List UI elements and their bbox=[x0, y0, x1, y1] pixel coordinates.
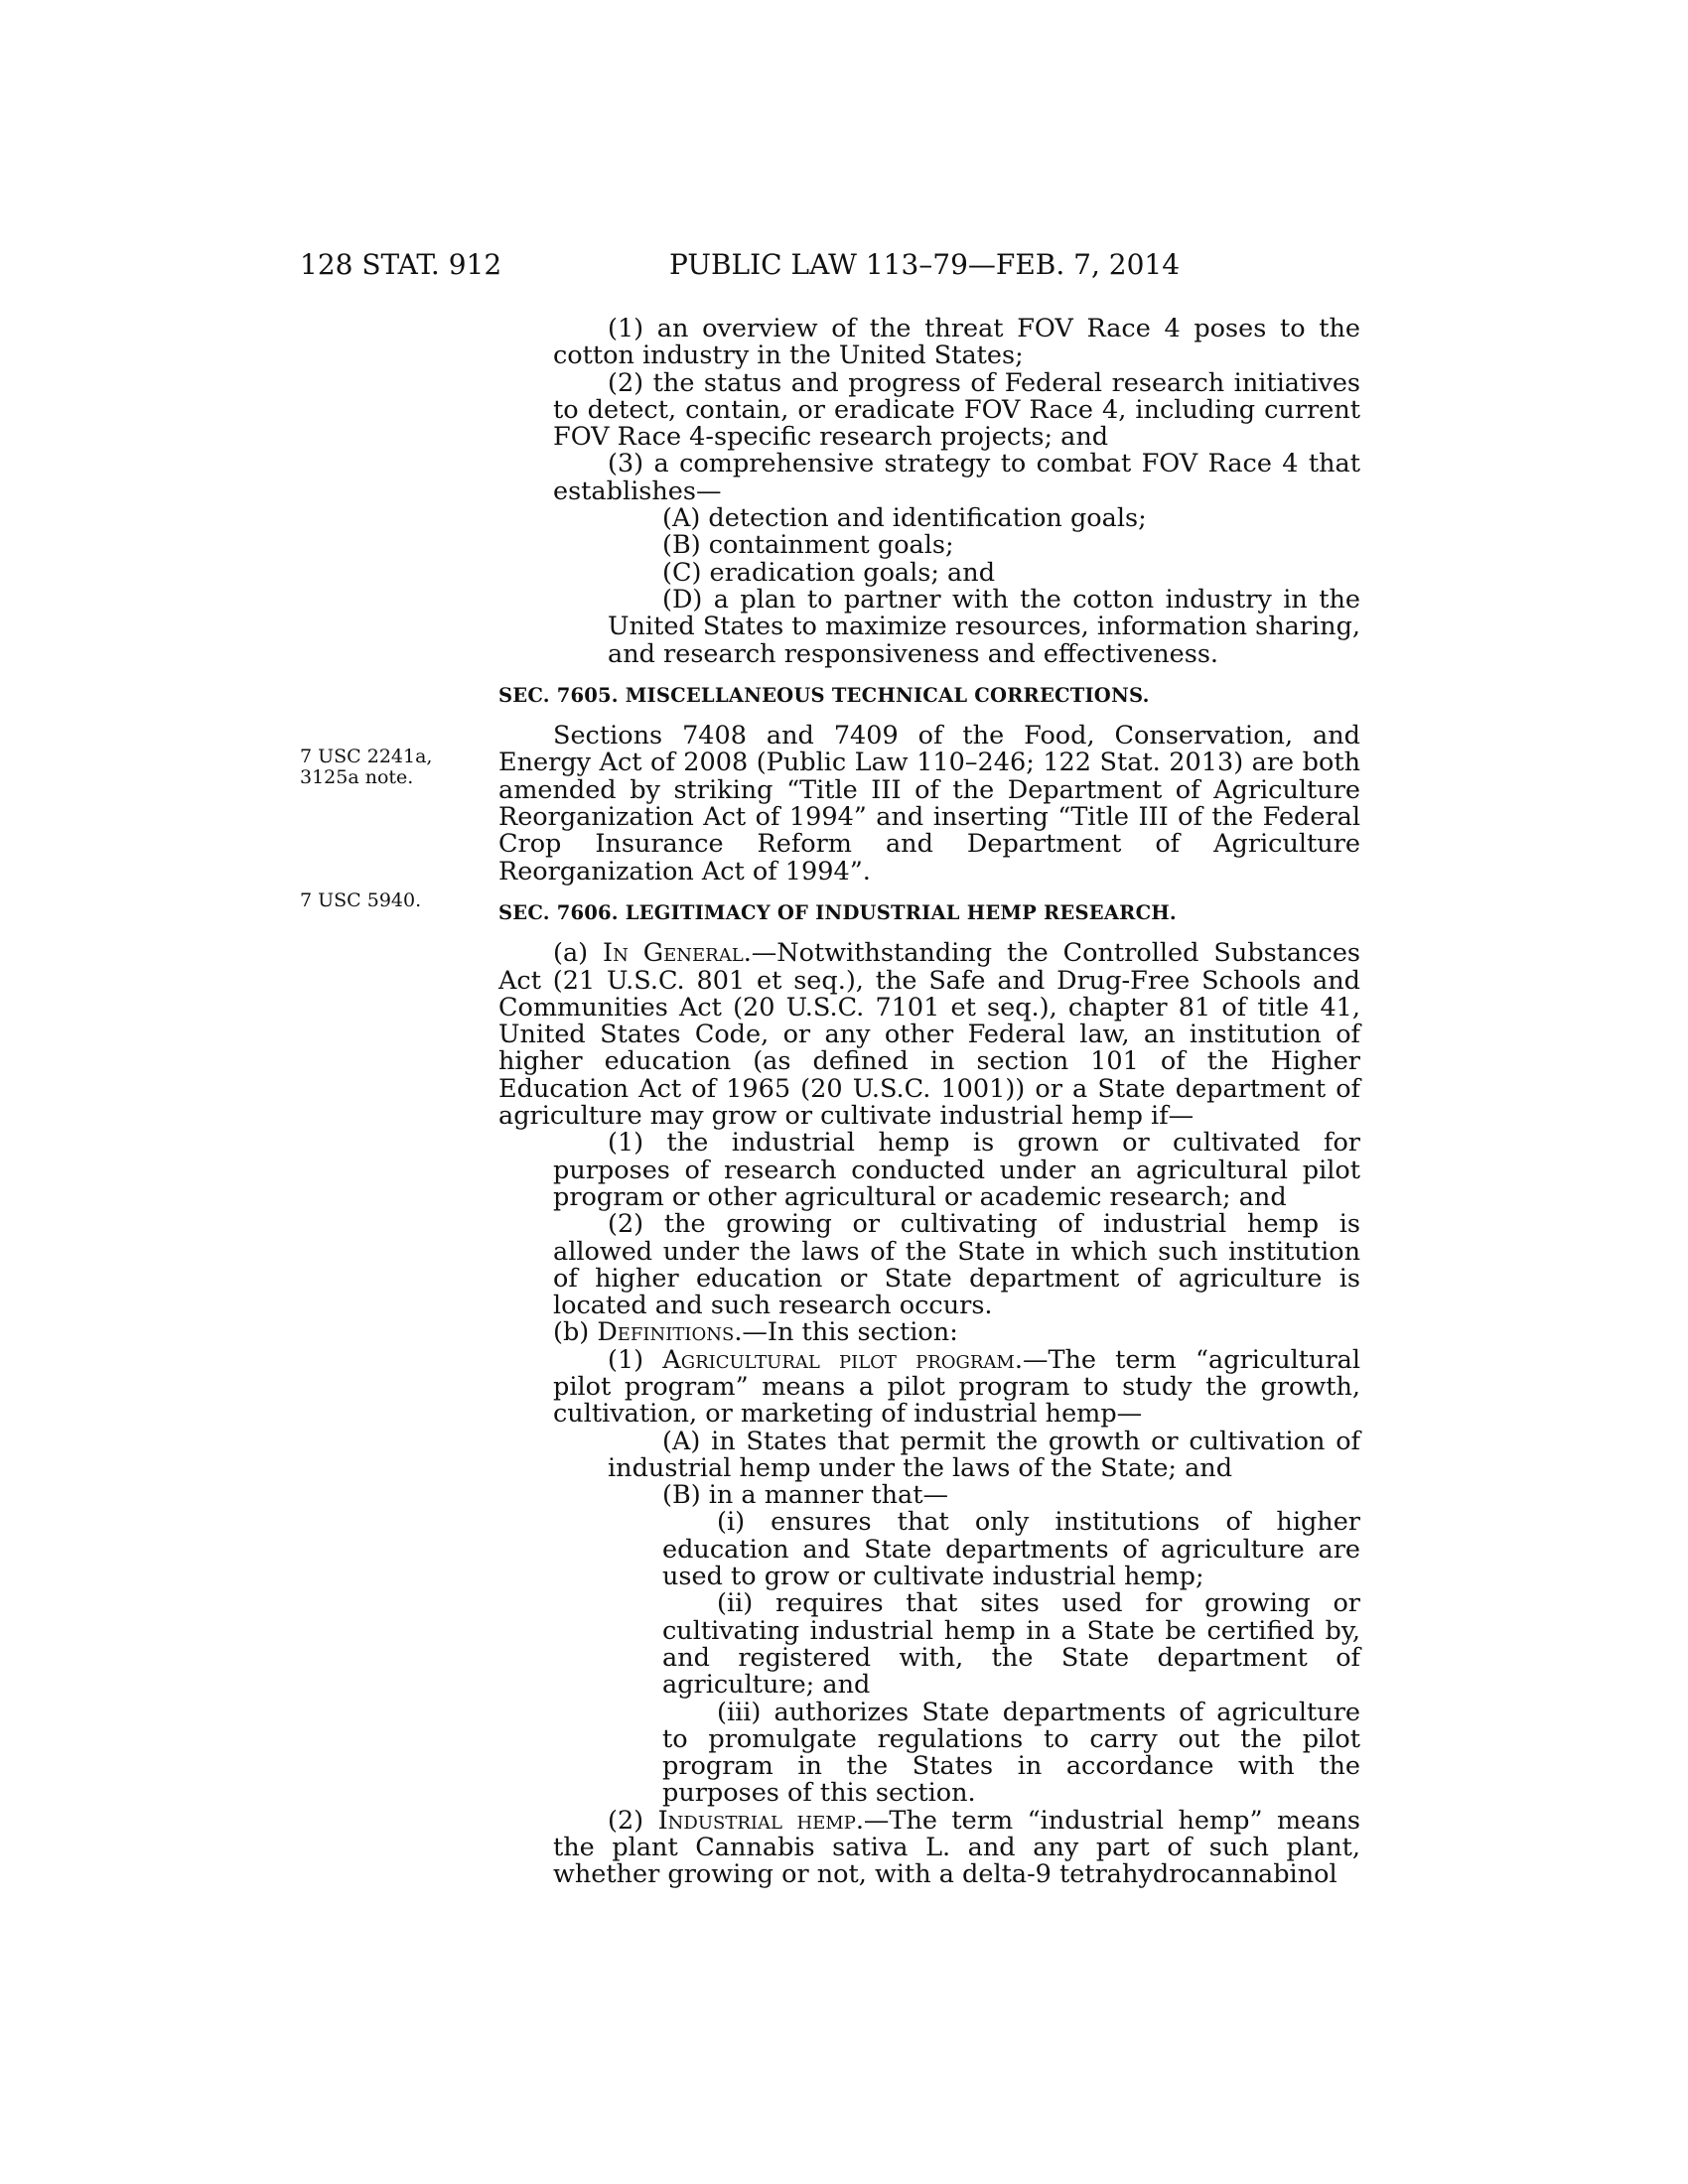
section-7605-text: Sections 7408 and 7409 of the Food, Conservation, and Energy Act of 2008 (Public Law 110–246; 122 Stat. 2013) are both amended by striking “Title III of the Department of Agriculture Reorganization Act of 1994” and inserting “Title III of the Federal Crop Insurance Reform and Department of Agriculture Reorganization Act of 1994”. bbox=[498, 721, 1360, 887]
section-heading-7606: SEC. 7606. LEGITIMACY OF INDUSTRIAL HEMP RESEARCH. bbox=[498, 900, 1177, 924]
margin-note-7606: 7 USC 5940. bbox=[300, 889, 422, 911]
running-header: PUBLIC LAW 113–79—FEB. 7, 2014 bbox=[669, 248, 1181, 281]
paragraph-b2 bbox=[498, 1805, 1360, 1890]
paragraph-a1: (1) the industrial hemp is grown or cultivated for purposes of research conducted under an agricultural pilot program or other agricultural or academic research; and bbox=[553, 1128, 1360, 1212]
document-body bbox=[498, 316, 1360, 1889]
margin-note-7605 bbox=[300, 747, 432, 788]
paragraph-b1 bbox=[498, 1344, 1360, 1430]
subsection-b bbox=[498, 1319, 1360, 1346]
margin-note-line: 7 USC 2241a, bbox=[300, 746, 433, 767]
paragraph-a2: (2) the growing or cultivating of industrial hemp is allowed under the laws of the State in which such institution of higher education or State department of agriculture is located and such research occurs. bbox=[553, 1209, 1360, 1321]
paragraph-1: (1) an overview of the threat FOV Race 4 poses to the cotton industry in the United States; bbox=[553, 314, 1360, 371]
paragraph-b1-text: .—The term “agricultural pilot program” means a pilot program to study the growth, cultivation, or marketing of industrial hemp— bbox=[553, 1344, 1360, 1430]
paragraph-b1-label: (1) bbox=[608, 1344, 663, 1375]
subsection-a bbox=[498, 940, 1360, 1130]
paragraph-2: (2) the status and progress of Federal research initiatives to detect, contain, or eradicate FOV Race 4, including current FOV Race 4-specific research projects; and bbox=[553, 367, 1360, 453]
subsection-a-label: (a) bbox=[553, 938, 604, 969]
clause-ii: (ii) requires that sites used for growing or cultivating industrial hemp in a State be certified by, and registered with, the State department of agriculture; and bbox=[662, 1588, 1360, 1701]
subsection-b-text: .—In this section: bbox=[734, 1317, 958, 1348]
subparagraph-b: (B) containment goals; bbox=[662, 530, 954, 561]
paragraph-3: (3) a comprehensive strategy to combat FOV Race 4 that establishes— bbox=[553, 449, 1360, 506]
clause-i: (i) ensures that only institutions of higher education and State departments of agriculture are used to grow or cultivate industrial hemp; bbox=[662, 1507, 1360, 1592]
statute-page-number: 128 STAT. 912 bbox=[300, 248, 502, 281]
subparagraph-a: (A) detection and identification goals; bbox=[662, 503, 1147, 534]
subsection-a-heading: In General bbox=[603, 938, 744, 969]
subparagraph-d: (D) a plan to partner with the cotton industry in the United States to maximize resources, information sharing, and research responsiveness and effectiveness. bbox=[608, 584, 1361, 669]
paragraph-b2-heading: Industrial hemp bbox=[657, 1805, 856, 1836]
subparagraph-b1b: (B) in a manner that— bbox=[662, 1480, 948, 1511]
paragraph-b2-text: .—The term “industrial hemp” means the plant Cannabis sativa L. and any part of such plant, whether growing or not, with a delta-9 tetrahydrocannabinol bbox=[553, 1805, 1360, 1890]
subsection-a-text: .—Notwithstanding the Controlled Substances Act (21 U.S.C. 801 et seq.), the Safe and Drug-Free Schools and Communities Act (20 U.S.C. 7101 et seq.), chapter 81 of title 41, United States Code, or any other Federal law, an institution of higher education (as defined in section 101 of the Higher Education Act of 1965 (20 U.S.C. 1001)) or a State department of agriculture may grow or cultivate industrial hemp if— bbox=[498, 938, 1360, 1132]
clause-iii: (iii) authorizes State departments of agriculture to promulgate regulations to carry out the pilot program in the States in accordance with the purposes of this section. bbox=[662, 1697, 1360, 1809]
section-heading-7605: SEC. 7605. MISCELLANEOUS TECHNICAL CORRECTIONS. bbox=[498, 683, 1150, 707]
subparagraph-b1a: (A) in States that permit the growth or cultivation of industrial hemp under the laws of the State; and bbox=[608, 1426, 1360, 1483]
subsection-b-label: (b) bbox=[553, 1317, 598, 1348]
paragraph-b2-label: (2) bbox=[608, 1805, 658, 1836]
subsection-b-heading: Definitions bbox=[597, 1317, 735, 1348]
paragraph-b1-heading: Agricultural pilot program bbox=[662, 1344, 1015, 1375]
margin-note-line: 3125a note. bbox=[300, 766, 414, 788]
subparagraph-c: (C) eradication goals; and bbox=[662, 557, 996, 588]
